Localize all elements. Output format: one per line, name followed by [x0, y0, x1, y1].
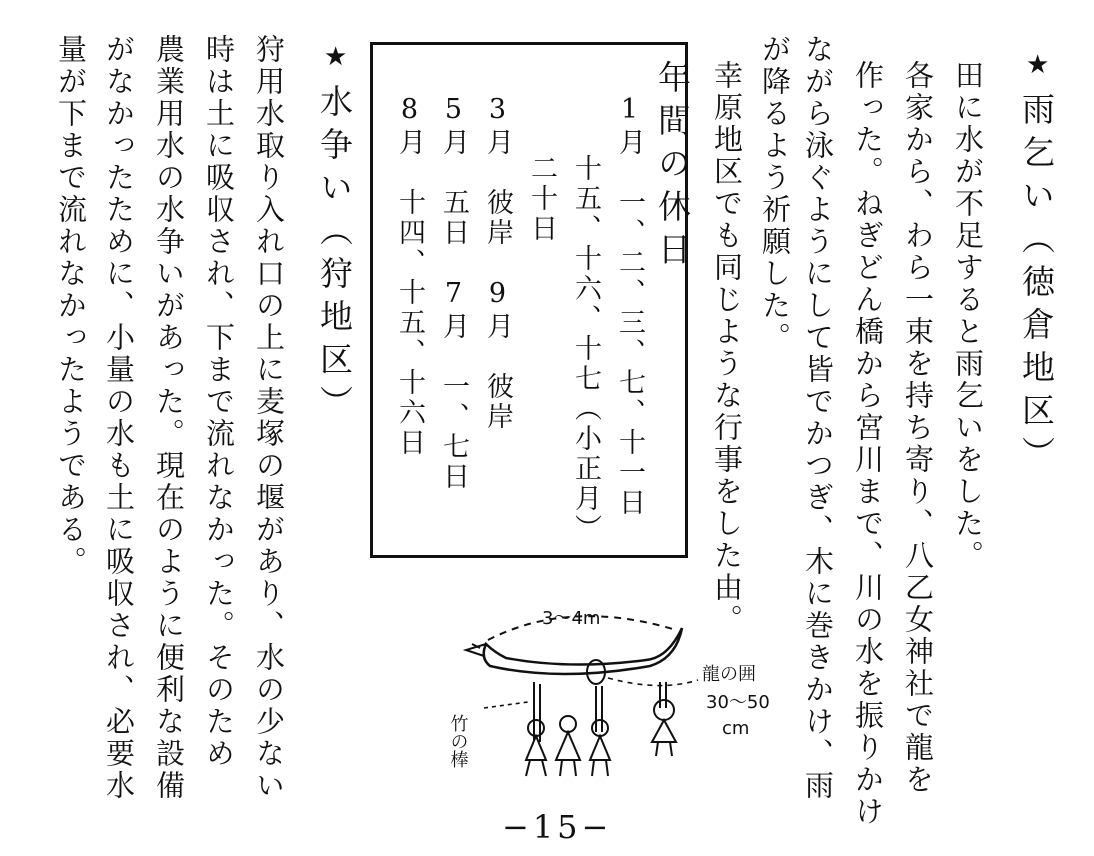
- girth-dashed-line: [608, 678, 698, 686]
- dragon-procession-illustration: [447, 600, 790, 800]
- bamboo-poles: [534, 682, 666, 742]
- pole-label: 竹の棒: [447, 714, 469, 768]
- holiday-row-2: 十五、十六、十七（小正月）: [570, 94, 601, 544]
- girth-label: 龍の囲: [702, 664, 756, 685]
- holiday-box-title: 年間の休日: [653, 60, 692, 275]
- page-number: −15−: [502, 808, 613, 846]
- section2-line-5: 量が下まで流れなかったようである。: [54, 34, 88, 578]
- girth-unit: cm: [722, 718, 750, 739]
- section1-heading: 雨乞い（徳倉地区）: [1017, 92, 1056, 479]
- holiday-row-4: 3月 彼岸 9月 彼岸: [482, 94, 513, 432]
- holiday-row-1: 1月 一、二、三、七、十一日: [614, 94, 645, 518]
- section2-line-3: 農業用水の水争いがあった。現在のように便利な設備: [152, 34, 186, 802]
- section1-line-1: 田に水が不足すると雨乞いをした。: [951, 60, 985, 572]
- section2-line-2: 時は土に吸収され、下まで流れなかった。そのため: [202, 34, 236, 770]
- length-label: 3〜4m: [542, 608, 601, 629]
- holiday-row-5: 5月 五日 7月 一、七日: [438, 94, 469, 492]
- girth-value: 30〜50: [706, 692, 770, 713]
- section1-line-5: が降るよう祈願した。: [758, 34, 792, 354]
- dragon-body: [484, 628, 682, 674]
- section1-line-4: ながら泳ぐようにして皆でかつぎ、木に巻きかけ、雨: [801, 34, 835, 802]
- holiday-row-6: 8月 十四、十五、十六日: [394, 94, 425, 458]
- pole-label-dashed-line: [484, 702, 528, 708]
- section1-line-3: 作った。ねぎどん橋から宮川まで、川の水を振りかけ: [851, 60, 885, 828]
- section2-line-1: 狩用水取り入れ口の上に麦塚の堰があり、水の少ない: [252, 34, 286, 802]
- section1-line-2: 各家から、わら一束を持ち寄り、八乙女神社で龍を: [901, 60, 935, 796]
- section2-heading: 水争い（狩地区）: [315, 84, 354, 428]
- star-icon: ★: [1026, 50, 1050, 80]
- section1-line-6: 幸原地区でも同じような行事をした由。: [710, 60, 744, 636]
- section2-line-4: がなかったために、小量の水も土に吸収され、必要水: [102, 34, 136, 802]
- holiday-row-3: 二十日: [526, 94, 557, 244]
- star-icon: ★: [324, 42, 348, 72]
